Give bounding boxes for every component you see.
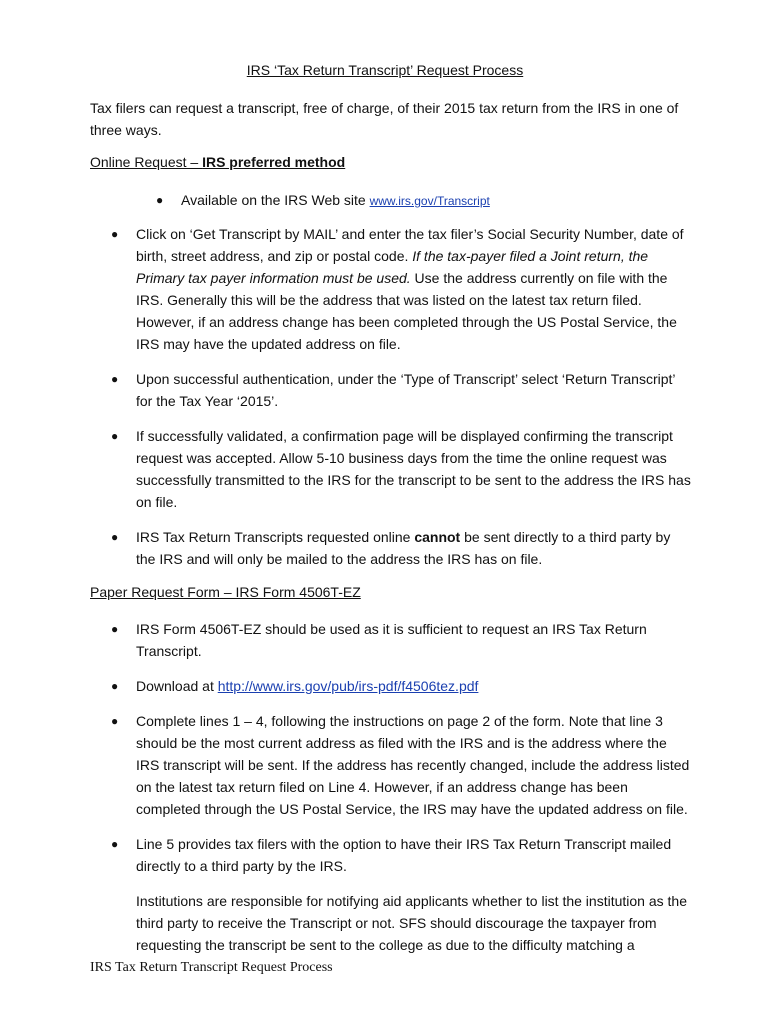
paper-bullet1-text: IRS Form 4506T-EZ should be used as it is sufficient to request an IRS Tax Return Transcript. <box>136 621 647 659</box>
list-item <box>111 618 691 662</box>
bullet-icon: ● <box>111 227 119 241</box>
online-bullet3-text: If successfully validated, a confirmation page will be displayed confirming the transcript request was accepted. Allow 5-10 business days from the time the online request was successfully transmitted to the IRS for the transcript to be sent to the address the IRS has on file. <box>136 428 691 510</box>
online-bullet1-text-a: Click on ‘Get Transcript by MAIL’ and enter the tax filer’s Social Security Number, date of birth, street address, and zip or postal code. <box>136 226 684 264</box>
paper-request-heading: Paper Request Form – IRS Form 4506T-EZ <box>90 584 361 600</box>
page-title: IRS ‘Tax Return Transcript’ Request Process <box>246 62 524 78</box>
list-item <box>156 189 691 212</box>
page-footer: IRS Tax Return Transcript Request Process <box>90 960 333 975</box>
online-bullet4-text-a: IRS Tax Return Transcripts requested online <box>136 529 415 545</box>
bullet-icon: ● <box>111 530 119 544</box>
bullet-icon: ● <box>111 372 119 386</box>
paper-bullet4-text: Line 5 provides tax filers with the option to have their IRS Tax Return Transcript mailed directly to a third party by the IRS. <box>136 836 672 874</box>
list-item <box>111 425 691 513</box>
online-request-heading <box>90 154 345 170</box>
paper-bullet3-text: Complete lines 1 – 4, following the instructions on page 2 of the form. Note that line 3 should be the most current address as filed with the IRS and is the address where the IRS transcript will be sent. If the address has recently changed, include the address listed on the latest tax return filed on Line 4. However, if an address change has been completed through the US Postal Service, the IRS may have the updated address on file. <box>136 713 690 817</box>
website-text: Available on the IRS Web site <box>181 192 370 208</box>
online-heading-prefix: Online Request – <box>90 154 203 170</box>
list-item <box>111 833 691 877</box>
online-bullet4-text-b: be sent directly to a third party by the IRS and will only be mailed to the address the IRS has on file. <box>136 529 671 567</box>
online-bullet2-text: Upon successful authentication, under the ‘Type of Transcript’ select ‘Return Transcript’ for the Tax Year ‘2015’. <box>136 371 676 409</box>
paper-bullet2-text: Download at <box>136 678 218 694</box>
irs-transcript-link[interactable]: www.irs.gov/Transcript <box>369 194 490 208</box>
bullet-icon: ● <box>156 193 164 207</box>
list-item <box>111 675 691 697</box>
list-item <box>111 526 691 570</box>
bullet-icon: ● <box>111 837 119 851</box>
online-bullet1-text-b: Use the address currently on file with the IRS. Generally this will be the address that was listed on the latest tax return filed. However, if an address change has been completed through the US Postal Service, the IRS may have the updated address on file. <box>136 270 677 352</box>
intro-paragraph: Tax filers can request a transcript, free of charge, of their 2015 tax return from the IRS in one of three ways. <box>90 100 679 138</box>
bullet-icon: ● <box>111 679 119 693</box>
list-item <box>111 710 691 820</box>
bullet-icon: ● <box>111 429 119 443</box>
list-item <box>111 223 691 355</box>
form-4506tez-link[interactable]: http://www.irs.gov/pub/irs-pdf/f4506tez.pdf <box>217 678 479 694</box>
online-bullet4-bold: cannot <box>414 529 461 545</box>
bullet-icon: ● <box>111 714 119 728</box>
online-bullet1-italic: If the tax-payer filed a Joint return, the Primary tax payer information must be used. <box>136 248 649 286</box>
bullet-icon: ● <box>111 622 119 636</box>
online-heading-bold: IRS preferred method <box>202 154 346 170</box>
institutions-paragraph: Institutions are responsible for notifying aid applicants whether to list the institution as the third party to receive the Transcript or not. SFS should discourage the taxpayer from requesting the transcript be sent to the college as due to the difficulty matching a <box>136 893 687 953</box>
list-item <box>111 368 691 412</box>
